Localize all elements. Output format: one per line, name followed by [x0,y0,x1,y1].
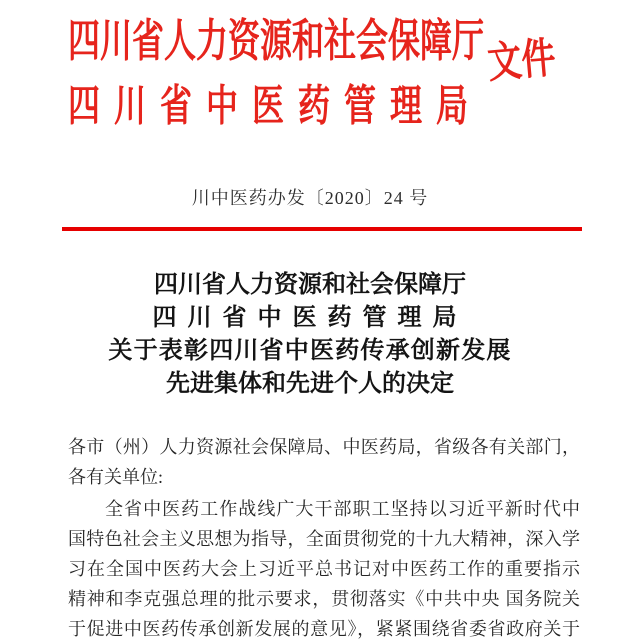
title-line-3: 关于表彰四川省中医药传承创新发展 [108,338,512,364]
doc-type-label: 文件 [485,35,558,88]
doc-number: 川中医药办发〔2020〕24 号 [191,188,429,208]
salutation-line-1: 各市（州）人力资源社会保障局、中医药局，省级各有关部门， [68,437,580,457]
title-line-1: 四川省人力资源和社会保障厅 [154,272,466,298]
body-text [68,432,580,640]
body-line-1: 全省中医药工作战线广大干部职工坚持以习近平新时代中 [105,499,580,519]
title-line-4: 先进集体和先进个人的决定 [166,371,454,397]
title-line-2: 四川省中医药管理局 [152,305,468,331]
body-line-5: 于促进中医药传承创新发展的意见》，紧紧围绕省委省政府关于 [68,619,580,639]
body-line-4: 精神和李克强总理的批示要求，贯彻落实《中共中央 国务院关 [68,589,580,609]
issuing-org-line-1: 四川省人力资源和社会保障厅 [68,15,485,66]
salutation-line-2: 各有关单位: [68,467,164,487]
document-title [0,269,620,401]
body-line-2: 国特色社会主义思想为指导，全面贯彻党的十九大精神，深入学 [68,529,580,549]
issuing-org-line-2: 四川省中医药管理局 [68,81,483,130]
body-line-3: 习在全国中医药大会上习近平总书记对中医药工作的重要指示 [68,559,580,579]
red-divider [62,227,582,231]
